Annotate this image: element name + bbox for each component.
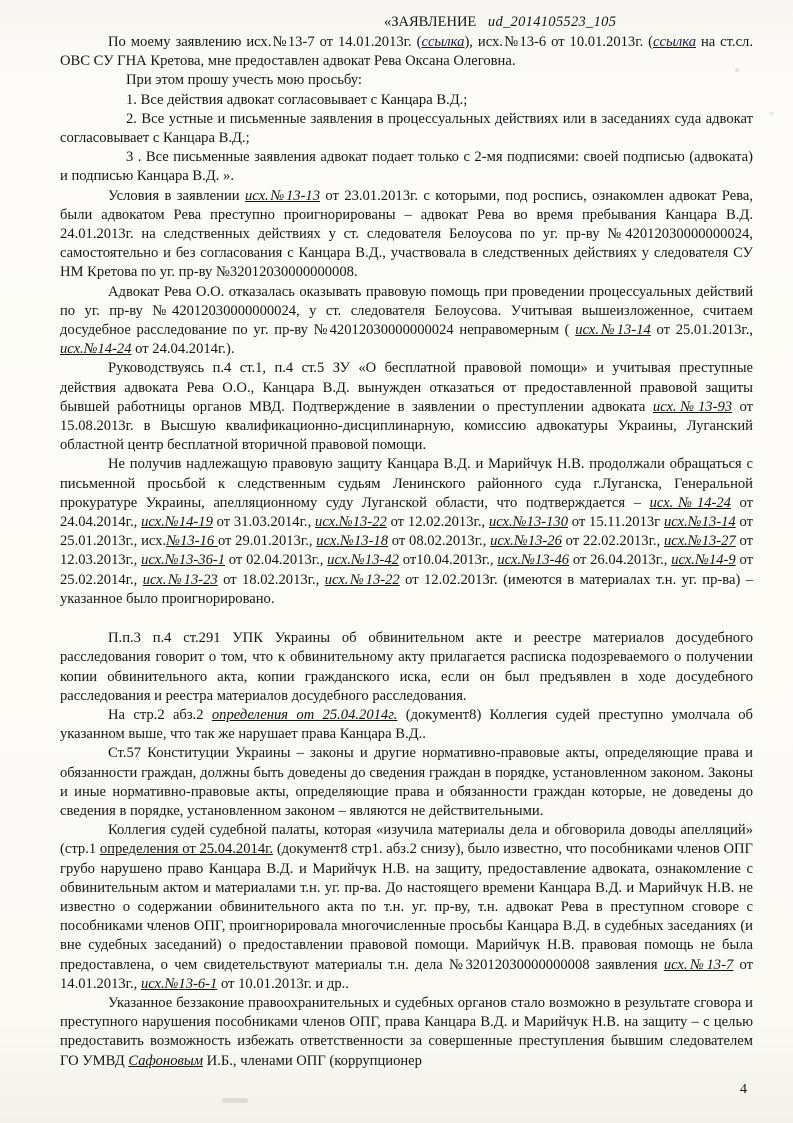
paragraph: По моему заявлению исх.№13-7 от 14.01.2013г. (ссылка), исх.№13-6 от 10.01.2013г. (ссылка на ст.сл. ОВС СУ ГНА Кретова, мне предоставлен адвокат Рева Оксана Олеговна. xyxy=(60,34,753,70)
scan-mark xyxy=(222,1098,248,1103)
paragraph: Руководствуясь п.4 ст.1, п.4 ст.5 ЗУ «О бесплатной правовой помощи» и учитывая преступные действия адвоката Рева О.О., Канцара В.Д. вынужден отказаться от предоставленной правовой защиты бывшей работницы органов МВД. Подтверждение в заявлении о преступлении адвоката исх.№13-93 от 15.08.2013г. в Высшую квалификационно-дисциплинарную, комиссию адвокатуры Украины, Луганский областной центр бесплатной вторичной правовой помощи. xyxy=(60,360,754,454)
list-item: 1. Все действия адвокат согласовывает с Канцара В.Д.; xyxy=(126,91,468,108)
document-header xyxy=(384,14,616,31)
link-ssylka[interactable]: ссылка xyxy=(421,34,465,50)
list-item: 3 . Все письменные заявления адвокат подает только с 2-мя подписями: своей подписью (адвоката) и подписью Канцара В.Д. ». xyxy=(60,149,753,185)
doc-reference[interactable]: исх.№13-36-1 xyxy=(141,552,226,569)
paragraph: Коллегия судей судебной палаты, которая «изучила материалы дела и обговорила доводы апелляций» (стр.1 определения от 25.04.2014г. (документ8 стр1. абз.2 снизу), было известно, что пособниками членов ОПГ грубо нарушено право Канцара В.Д. и Марийчук Н.В. на защиту, предоставление адвоката, ознакомление с обвинительным актом и материалами т.н. уг. пр-ва. До настоящего времени Канцара В.Д. и Марийчук Н.В. не известно о содержании обвинительного акта по т.н. уг. пр-ву, т.н. адвокат Рева в преступном сговоре с пособниками членов ОПГ, проигнорировала многочисленные просьбы Канцара В.Д. в судебных заседаниях (и вне судебных заседаний) о предоставлении правовой помощи. Марийчук Н.В. правовая помощь не была предоставлена, о чем свидетельствуют материалы т.н. дела №32012030000000008 заявления исх.№13-7 от 14.01.2013г., исх.№13-6-1 от 10.01.2013г. и др.. xyxy=(60,822,753,992)
list-item: 2. Все устные и письменные заявления в процессуальных действиях или в заседаниях суда адвокат согласовывает с Канцара В.Д.; xyxy=(60,110,753,147)
doc-reference[interactable]: исх.№13-42 xyxy=(327,552,399,569)
doc-reference[interactable]: исх.№13-130 xyxy=(488,514,569,531)
doc-reference[interactable]: определения от 25.04.2014г. xyxy=(211,706,398,723)
paragraph: Ст.57 Конституции Украины – законы и другие нормативно-правовые акты, определяющие права и обязанности граждан, должны быть доведены до сведения граждан в порядке, установленном законом. Законы и иные нормативно-правовые акты, определяющие права и обязанности граждан которые, не доведены до сведения в порядке, установленном законом – являются не действительными. xyxy=(60,745,753,819)
doc-reference[interactable]: определения от 25.04.2014г. xyxy=(99,841,274,858)
doc-reference[interactable]: исх.№13-26 xyxy=(490,533,562,550)
paragraph: П.п.3 п.4 ст.291 УПК Украины об обвинительном акте и реестре материалов досудебного расследования говорит о том, что к обвинительному акту прилагается расписка подозреваемого о получении копии обвинительного акта, копии гражданского иска, если он был предъявлен в ходе досудебного расследования и реестра материалов досудебного расследования. xyxy=(60,630,753,704)
paragraph: Адвокат Рева О.О. отказалась оказывать правовую помощь при проведении процессуальных действий по уг. пр-ву №42012030000000024, у ст. следователя Белоусова. Учитывая вышеизложенное, считаем досудебное расследование по уг. пр-ву №42012030000000024 неправомерным ( исх.№13-14 от 25.01.2013г., исх.№14-24 от 24.04.2014г.). xyxy=(60,283,753,358)
doc-reference[interactable]: исх.№14-9 xyxy=(671,552,736,569)
doc-reference[interactable]: исх.№13-14 xyxy=(575,322,651,339)
doc-reference[interactable]: исх.№14-24 xyxy=(60,341,132,358)
doc-reference[interactable]: исх.№13-13 xyxy=(245,187,321,204)
doc-reference[interactable]: исх.№13-46 xyxy=(497,552,570,569)
paragraph: Указанное беззаконие правоохранительных и судебных органов стало возможно в результате сговора и преступного нарушения пособниками членов ОПГ, права Канцара В.Д. и Марийчук Н.В. на защиту – с целью предоставить возможность избежать ответственности за совершенные преступления бывшим следователем ГО УМВД Сафоновым И.Б., членами ОПГ (коррупционер xyxy=(60,994,753,1069)
doc-reference[interactable]: исх.№13-22 xyxy=(315,514,387,531)
doc-reference[interactable]: исх.№14-19 xyxy=(141,514,213,531)
document-id: ud_2014105523_105 xyxy=(487,14,617,30)
doc-reference[interactable]: исх.№13-93 xyxy=(652,398,733,415)
link-ssylka[interactable]: ссылка xyxy=(653,34,696,50)
paragraph: Не получив надлежащую правовую защиту Канцара В.Д. и Марийчук Н.В. продолжали обращаться с письменной просьбой к следственным судьям Ленинского районного суда г.Луганска, Генеральной прокуратуре Украины, апелляционному суду Луганской области, что подтверждается – исх.№14-24 от 24.04.2014г., исх.№14-19 от 31.03.2014г., исх.№13-22 от 12.02.2013г., исх.№13-130 от 15.11.2013г исх.№13-14 от 25.01.2013г., исх.№13-16 от 29.01.2013г., исх.№13-18 от 08.02.2013г., исх.№13-26 от 22.02.2013г., исх.№13-27 от 12.03.2013г., исх.№13-36-1 от 02.04.2013г., исх.№13-42 от10.04.2013г., исх.№13-46 от 26.04.2013г., исх.№14-9 от 25.02.2014г., исх.№13-23 от 18.02.2013г., исх.№13-22 от 12.02.2013г. (имеются в материалах т.н. уг. пр-ва) – указанное было проигнорировано. xyxy=(60,456,754,607)
page-number: 4 xyxy=(740,1082,747,1097)
scan-speck xyxy=(770,112,773,115)
doc-reference[interactable]: №13-16 xyxy=(166,533,218,550)
header-title: «ЗАЯВЛЕНИЕ xyxy=(384,14,477,30)
doc-reference[interactable]: исх.№13-6-1 xyxy=(140,975,218,992)
doc-reference[interactable]: исх.№13-27 xyxy=(663,533,736,550)
paragraph-gap xyxy=(60,609,753,629)
doc-reference[interactable]: исх.№13-14 xyxy=(663,514,736,531)
paragraph: На стр.2 абз.2 определения от 25.04.2014г. (документ8) Коллегия судей преступно умолчала об указанном выше, что так же нарушает права Канцара В.Д.. xyxy=(60,706,753,743)
doc-reference[interactable]: исх.№14-24 xyxy=(649,494,731,511)
paragraph: Условия в заявлении исх.№13-13 от 23.01.2013г. с которыми, под роспись, ознакомлен адвокат Рева, были адвокатом Рева преступно проигнорированы – адвокат Рева во время пребывания Канцара В.Д. 24.01.2013г. на следственных действиях у ст. следователя Белоусова по уг. пр-ву №42012030000000024, самостоятельно и без согласования с Канцара В.Д., участвовала в следственных действиях у следователя СУ НМ Кретова по уг. пр-ву №32012030000000008. xyxy=(60,187,754,281)
doc-reference[interactable]: исх.№13-7 xyxy=(663,956,734,973)
paragraph: При этом прошу учесть мою просьбу: xyxy=(126,72,362,89)
doc-reference[interactable]: исх.№13-22 xyxy=(324,571,400,588)
doc-reference[interactable]: исх.№13-18 xyxy=(316,533,389,550)
doc-reference[interactable]: исх.№13-23 xyxy=(142,571,218,588)
person-reference: Сафоновым xyxy=(128,1052,204,1069)
document-body xyxy=(60,33,753,1071)
